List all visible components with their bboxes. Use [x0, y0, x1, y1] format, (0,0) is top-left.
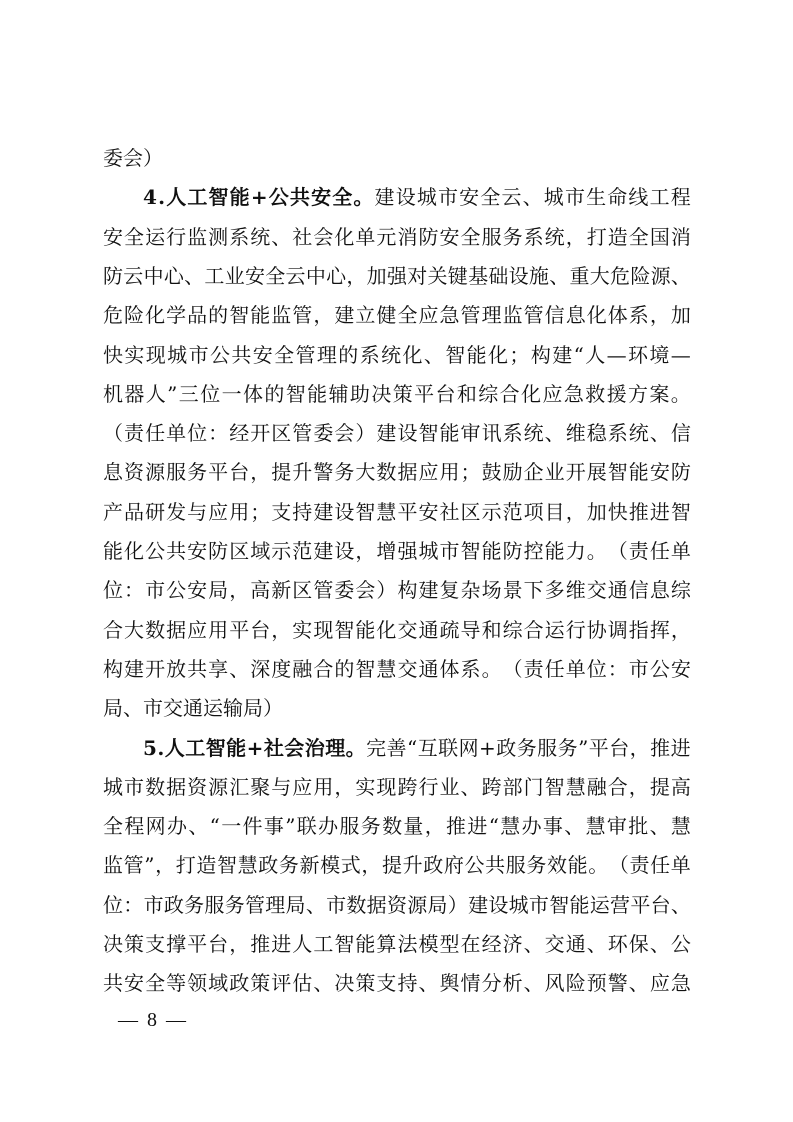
text-line: 局 、 市 交 通 运 输 局 ） — [103, 696, 283, 721]
text-line: 共 安 全 等 领 域 政 策 评 估 、 决 策 支 持 、 舆 情 分 析 、 风 险 预 警 、 应 急 — [103, 971, 691, 996]
text-line: 能 化 公 共 安 防 区 域 示 范 建 设 ， 增 强 城 市 智 能 防 控 能 力 。 （ 责 任 单 — [103, 539, 691, 563]
text-line: 监 管 ” ， 打 造 智 慧 政 务 新 模 式 ， 提 升 政 府 公 共 服 务 效 能 。 （ 责 任 单 — [103, 853, 691, 878]
heading-line: 4 . 人 工 智 能 + 公 共 安 全 。 建 设 城 市 安 全 云 、 城 市 生 命 线 工 程 — [143, 185, 691, 210]
text-line: 全 程 网 办 、 “ 一 件 事 ” 联 办 服 务 数 量 ， 推 进 “ 慧 办 事 、 慧 审 批 、 慧 — [103, 814, 691, 839]
text-line: 机 器 人 ” 三 位 一 体 的 智 能 辅 助 决 策 平 台 和 综 合 化 应 急 救 援 方 案 。 — [103, 381, 691, 406]
text-line: 合 大 数 据 应 用 平 台 ， 实 现 智 能 化 交 通 疏 导 和 综 合 运 行 协 调 指 挥 ， — [103, 617, 691, 642]
text-line: （ 责 任 单 位 ： 经 开 区 管 委 会 ） 建 设 智 能 审 讯 系 统 、 维 稳 系 统 、 信 — [103, 421, 691, 446]
text-line: 城 市 数 据 资 源 汇 聚 与 应 用 ， 实 现 跨 行 业 、 跨 部 门 智 慧 融 合 ， 提 高 — [103, 774, 691, 799]
text-line: 快 实 现 城 市 公 共 安 全 管 理 的 系 统 化 、 智 能 化 ； 构 建 “ 人 — 环 境 — — [103, 342, 691, 367]
page-number: — 8 — — [118, 1009, 188, 1031]
text-line: 息 资 源 服 务 平 台 ， 提 升 警 务 大 数 据 应 用 ； 鼓 励 企 业 开 展 智 能 安 防 — [103, 460, 691, 485]
text-line: 构 建 开 放 共 享 、 深 度 融 合 的 智 慧 交 通 体 系 。 （ 责 任 单 位 ： 市 公 安 — [103, 656, 691, 681]
text-line: 位 ： 市 公 安 局 ， 高 新 区 管 委 会 ） 构 建 复 杂 场 景 下 多 维 交 通 信 息 综 — [103, 578, 691, 603]
text-line: 防 云 中 心 、 工 业 安 全 云 中 心 ， 加 强 对 关 键 基 础 设 施 、 重 大 危 险 源 、 — [103, 263, 691, 288]
text-line: 位 ： 市 政 务 服 务 管 理 局 、 市 数 据 资 源 局 ） 建 设 城 市 智 能 运 营 平 台 、 — [103, 892, 691, 917]
text-line: 产 品 研 发 与 应 用 ； 支 持 建 设 智 慧 平 安 社 区 示 范 项 目 ， 加 快 推 进 智 — [103, 499, 691, 524]
heading-line: 5 . 人 工 智 能 + 社 会 治 理 。 完 善 “ 互 联 网 + 政 务 服 务 ” 平 台 ， 推 进 — [143, 735, 691, 760]
text-line: 决 策 支 撑 平 台 ， 推 进 人 工 智 能 算 法 模 型 在 经 济 、 交 通 、 环 保 、 公 — [103, 932, 691, 956]
text-line: 委 会 ） — [103, 146, 163, 170]
text-line: 危 险 化 学 品 的 智 能 监 管 ， 建 立 健 全 应 急 管 理 监 管 信 息 化 体 系 ， 加 — [103, 303, 691, 328]
text-line: 安 全 运 行 监 测 系 统 、 社 会 化 单 元 消 防 安 全 服 务 系 统 ， 打 造 全 国 消 — [103, 224, 691, 249]
